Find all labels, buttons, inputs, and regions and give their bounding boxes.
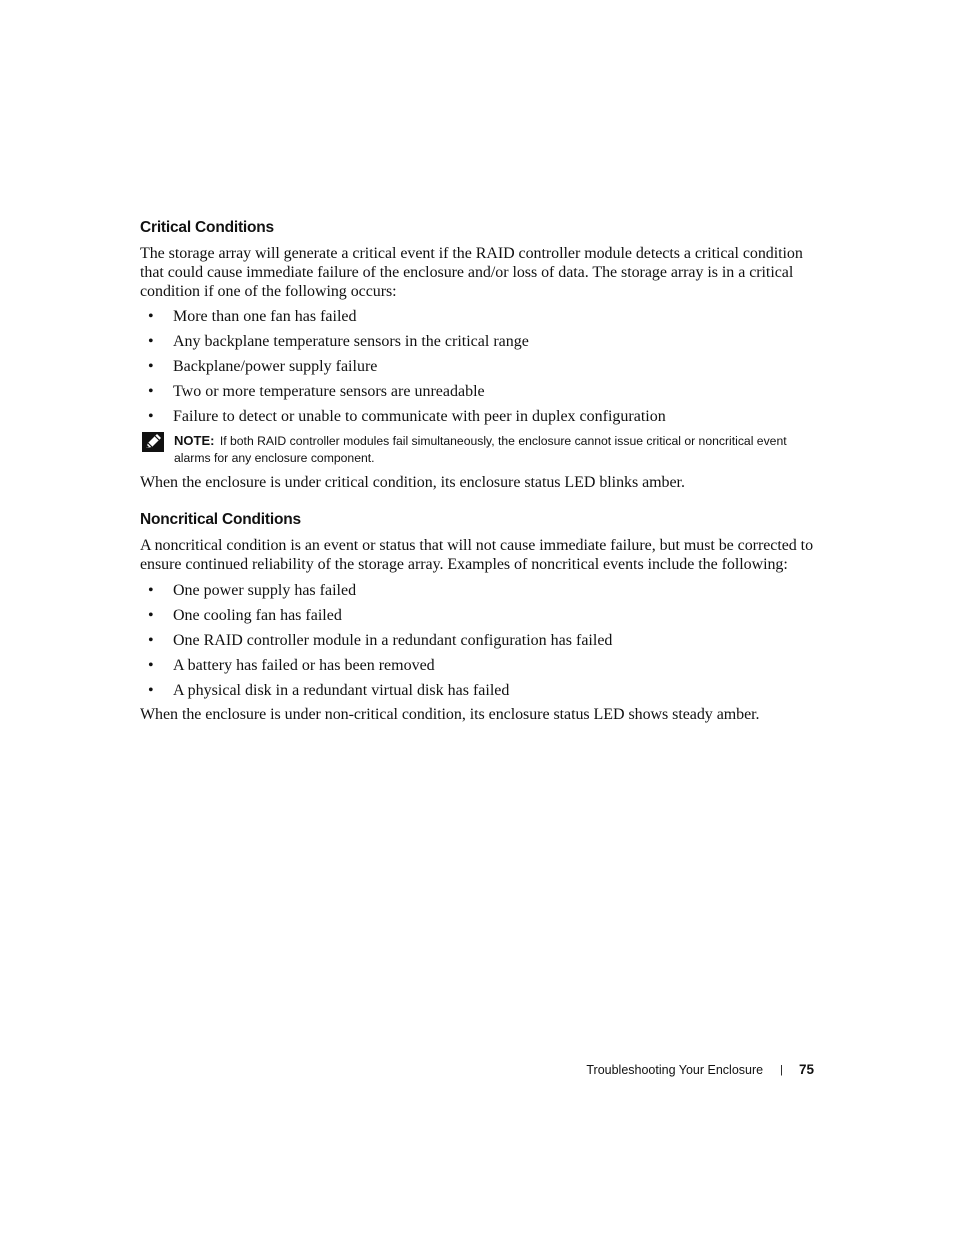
section-heading-noncritical: Noncritical Conditions	[140, 511, 301, 529]
footer-chapter-title: Troubleshooting Your Enclosure	[586, 1063, 764, 1077]
critical-conditions-list	[140, 307, 820, 426]
critical-closing-paragraph: When the enclosure is under critical condition, its enclosure status LED blinks amber.	[140, 474, 685, 492]
noncritical-intro-paragraph: A noncritical condition is an event or status that will not cause immediate failure, but must be corrected to ensure continued reliability of the storage array. Examples of noncritical events include the following:	[140, 537, 814, 573]
page-content	[140, 218, 820, 725]
list-item: • One power supply has failed	[148, 581, 357, 599]
bullet-icon: •	[148, 681, 154, 699]
list-item: • Any backplane temperature sensors in the critical range	[148, 333, 529, 351]
list-item: • More than one fan has failed	[148, 308, 357, 326]
bullet-icon: •	[148, 358, 154, 376]
bullet-icon: •	[148, 581, 154, 599]
page-footer	[0, 1061, 814, 1080]
list-item: • A physical disk in a redundant virtual disk has failed	[148, 681, 510, 699]
section-heading-critical: Critical Conditions	[140, 219, 274, 236]
list-item: • One cooling fan has failed	[148, 606, 342, 624]
critical-intro-paragraph: The storage array will generate a critical event if the RAID controller module detects a critical condition that could cause immediate failure of the enclosure and/or loss of data. The storage array is in a critical condition if one of the following occurs:	[140, 245, 803, 300]
noncritical-closing-paragraph: When the enclosure is under non-critical condition, its enclosure status LED shows steady amber.	[140, 705, 760, 723]
list-item: • Failure to detect or unable to communicate with peer in duplex configuration	[148, 408, 666, 426]
list-item: • One RAID controller module in a redundant configuration has failed	[148, 631, 613, 649]
bullet-icon: •	[148, 333, 154, 351]
bullet-icon: •	[148, 656, 154, 674]
bullet-icon: •	[148, 631, 154, 649]
bullet-icon: •	[148, 308, 154, 326]
note-text: If both RAID controller modules fail simultaneously, the enclosure cannot issue critical or noncritical event alarms for any enclosure component.	[174, 434, 787, 466]
noncritical-conditions-list	[140, 581, 820, 700]
bullet-icon: •	[148, 383, 154, 401]
bullet-icon: •	[148, 606, 154, 624]
pencil-note-icon	[142, 432, 164, 452]
bullet-icon: •	[148, 408, 154, 426]
footer-separator: |	[780, 1064, 783, 1076]
note-label: NOTE:	[174, 433, 215, 449]
list-item: • Two or more temperature sensors are unreadable	[148, 383, 485, 401]
page-number: 75	[798, 1062, 814, 1077]
list-item: • A battery has failed or has been removed	[148, 656, 435, 674]
note-box	[140, 432, 820, 467]
list-item: • Backplane/power supply failure	[148, 358, 378, 376]
